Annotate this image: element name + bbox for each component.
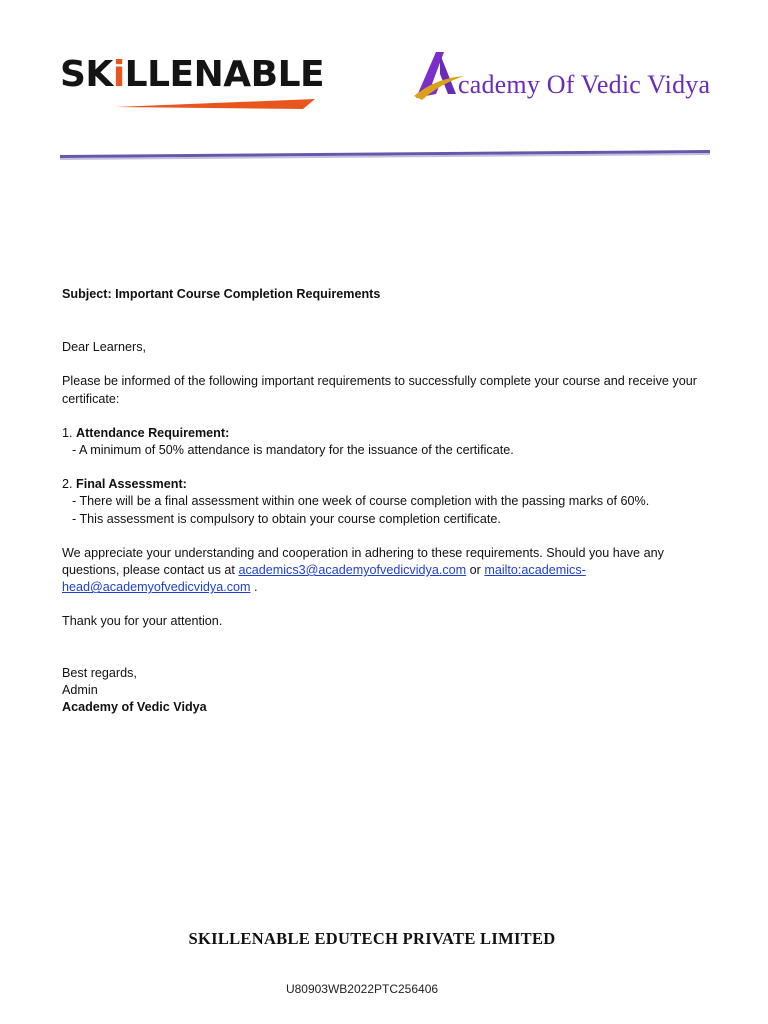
academy-logo-text: cademy Of Vedic Vidya xyxy=(458,70,711,99)
requirement-2-detail-1: - There will be a final assessment within one week of course completion with the passing marks of 60%. xyxy=(72,494,650,509)
logo-swoosh-icon xyxy=(115,97,320,111)
closing-text: We appreciate your understanding and cooperation in adhering to these requirements. Should you have any questions, please contact us at xyxy=(62,545,664,578)
closing-paragraph xyxy=(62,545,722,597)
footer-cin: U80903WB2022PTC256406 xyxy=(285,982,439,996)
footer-company-name: SKILLENABLE EDUTECH PRIVATE LIMITED xyxy=(188,929,556,948)
logo-text-accent: i xyxy=(112,54,125,95)
email2-line2: head@academyofvedicvidya.com xyxy=(62,580,251,595)
letter-subject: Subject: Important Course Completion Requirements xyxy=(62,287,381,301)
academy-logo xyxy=(410,48,710,108)
requirement-1-number: 1. xyxy=(62,425,77,440)
thanks-line: Thank you for your attention. xyxy=(62,614,223,629)
header-divider xyxy=(60,146,710,160)
skillenable-wordmark xyxy=(60,54,325,95)
letter-intro: Please be informed of the following important requirements to successfully complete your course and receive your certificate: xyxy=(62,374,697,406)
letter-greeting: Dear Learners, xyxy=(62,340,146,355)
skillenable-logo xyxy=(60,54,325,115)
requirement-1-heading xyxy=(62,425,722,442)
email2-line1: mailto:academics- xyxy=(484,563,586,578)
requirement-1-title: Attendance Requirement: xyxy=(76,425,230,440)
requirement-1-detail: - A minimum of 50% attendance is mandatory for the issuance of the certificate. xyxy=(72,443,514,458)
signoff: Best regards, xyxy=(62,665,137,680)
signature-organization: Academy of Vedic Vidya xyxy=(62,700,207,715)
signature-role: Admin xyxy=(62,682,98,697)
requirement-2-heading xyxy=(62,476,722,493)
requirement-2-title: Final Assessment: xyxy=(76,477,187,492)
requirement-2-detail-2: - This assessment is compulsory to obtain your course completion certificate. xyxy=(72,511,501,526)
logo-text-part1: SK xyxy=(60,54,113,95)
logo-text-part2: LLENABLE xyxy=(124,54,325,95)
closing-or: or xyxy=(466,563,485,578)
closing-end: . xyxy=(250,580,258,595)
letter-body xyxy=(62,286,722,716)
requirement-2-number: 2. xyxy=(62,477,77,492)
email-link-academics3[interactable]: academics3@academyofvedicvidya.com xyxy=(238,563,467,578)
